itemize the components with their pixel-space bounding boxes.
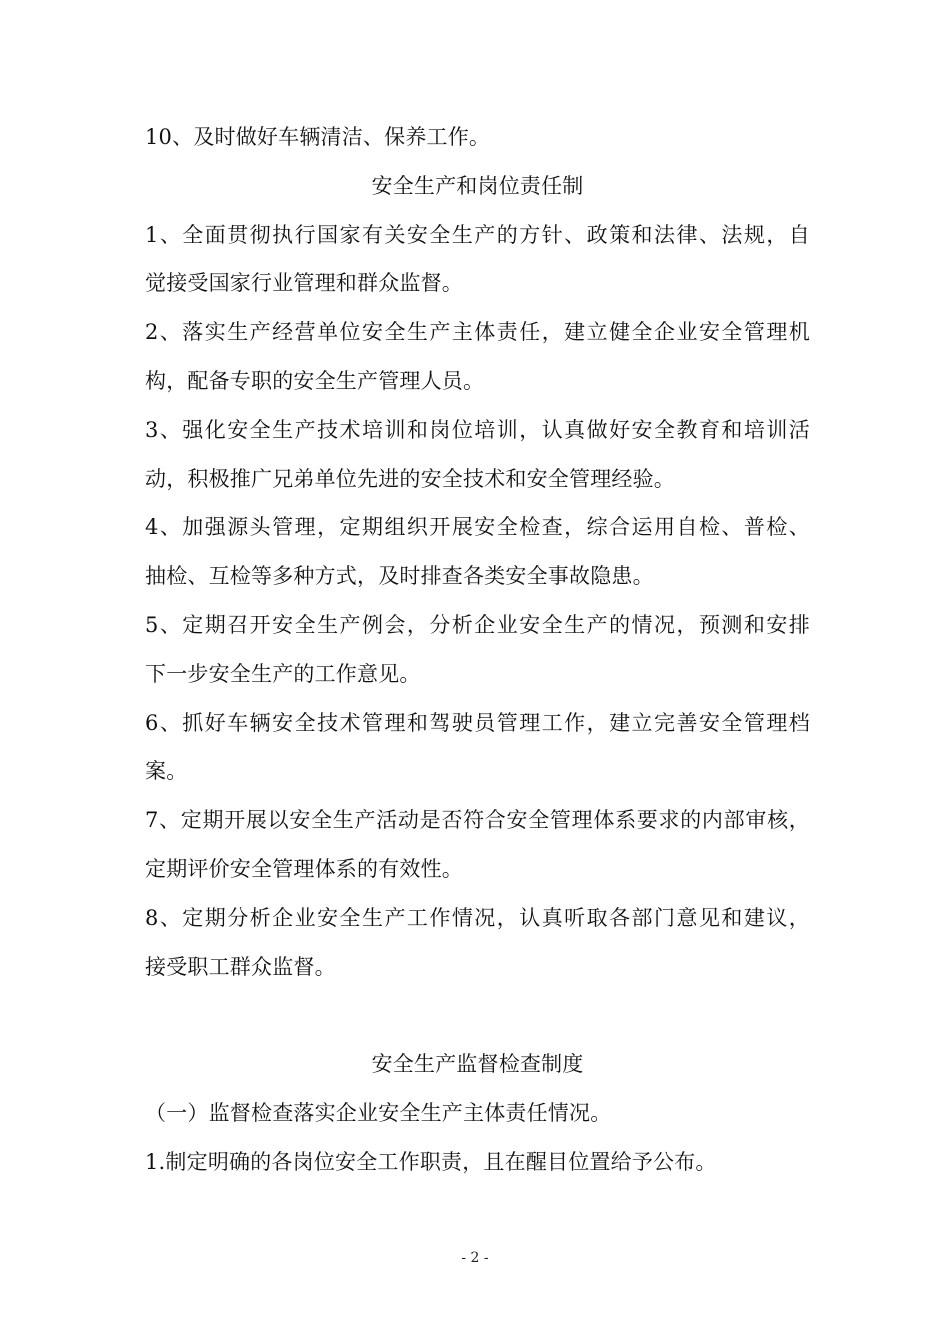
text-line-item-3-a: 3、强化安全生产技术培训和岗位培训，认真做好安全教育和培训活 [145, 417, 810, 442]
text-line-item-4-b: 抽检、互检等多种方式，及时排查各类安全事故隐患。 [145, 564, 654, 589]
text-line-item-8-b: 接受职工群众监督。 [145, 954, 336, 979]
text-line-item-7-b: 定期评价安全管理体系的有效性。 [145, 856, 463, 881]
text-line-item-2-b: 构，配备专职的安全生产管理人员。 [145, 368, 485, 393]
text-line-item-6-a: 6、抓好车辆安全技术管理和驾驶员管理工作，建立完善安全管理档 [145, 710, 810, 735]
text-line-item-3-b: 动，积极推广兄弟单位先进的安全技术和安全管理经验。 [145, 466, 675, 491]
document-body [145, 113, 810, 1187]
text-line-item-5-a: 5、定期召开安全生产例会，分析企业安全生产的情况，预测和安排 [145, 612, 810, 637]
page-number: - 2 - [461, 1250, 489, 1266]
text-line-item-6-b: 案。 [145, 759, 188, 784]
text-line-item-2-a: 2、落实生产经营单位安全生产主体责任，建立健全企业安全管理机 [145, 320, 810, 345]
text-line-subsection-1: （一）监督检查落实企业安全生产主体责任情况。 [145, 1100, 612, 1125]
text-line-item-1-b: 觉接受国家行业管理和群众监督。 [145, 271, 463, 296]
section-heading-supervision-inspection: 安全生产监督检查制度 [371, 1052, 584, 1077]
text-line-item-4-a: 4、加强源头管理，定期组织开展安全检查，综合运用自检、普检、 [145, 515, 810, 540]
text-line-item-10: 10、及时做好车辆清洁、保养工作。 [145, 125, 491, 149]
text-line-clause-1: 1.制定明确的各岗位安全工作职责，且在醒目位置给予公布。 [145, 1149, 717, 1174]
text-line-item-8-a: 8、定期分析企业安全生产工作情况，认真听取各部门意见和建议， [145, 905, 810, 930]
text-line-item-1-a: 1、全面贯彻执行国家有关安全生产的方针、政策和法律、法规，自 [145, 222, 810, 247]
text-line-item-7-a: 7、定期开展以安全生产活动是否符合安全管理体系要求的内部审核， [145, 808, 810, 833]
section-heading-safety-responsibility: 安全生产和岗位责任制 [371, 173, 584, 198]
blank-line [145, 991, 810, 1040]
text-line-item-5-b: 下一步安全生产的工作意见。 [145, 661, 421, 686]
